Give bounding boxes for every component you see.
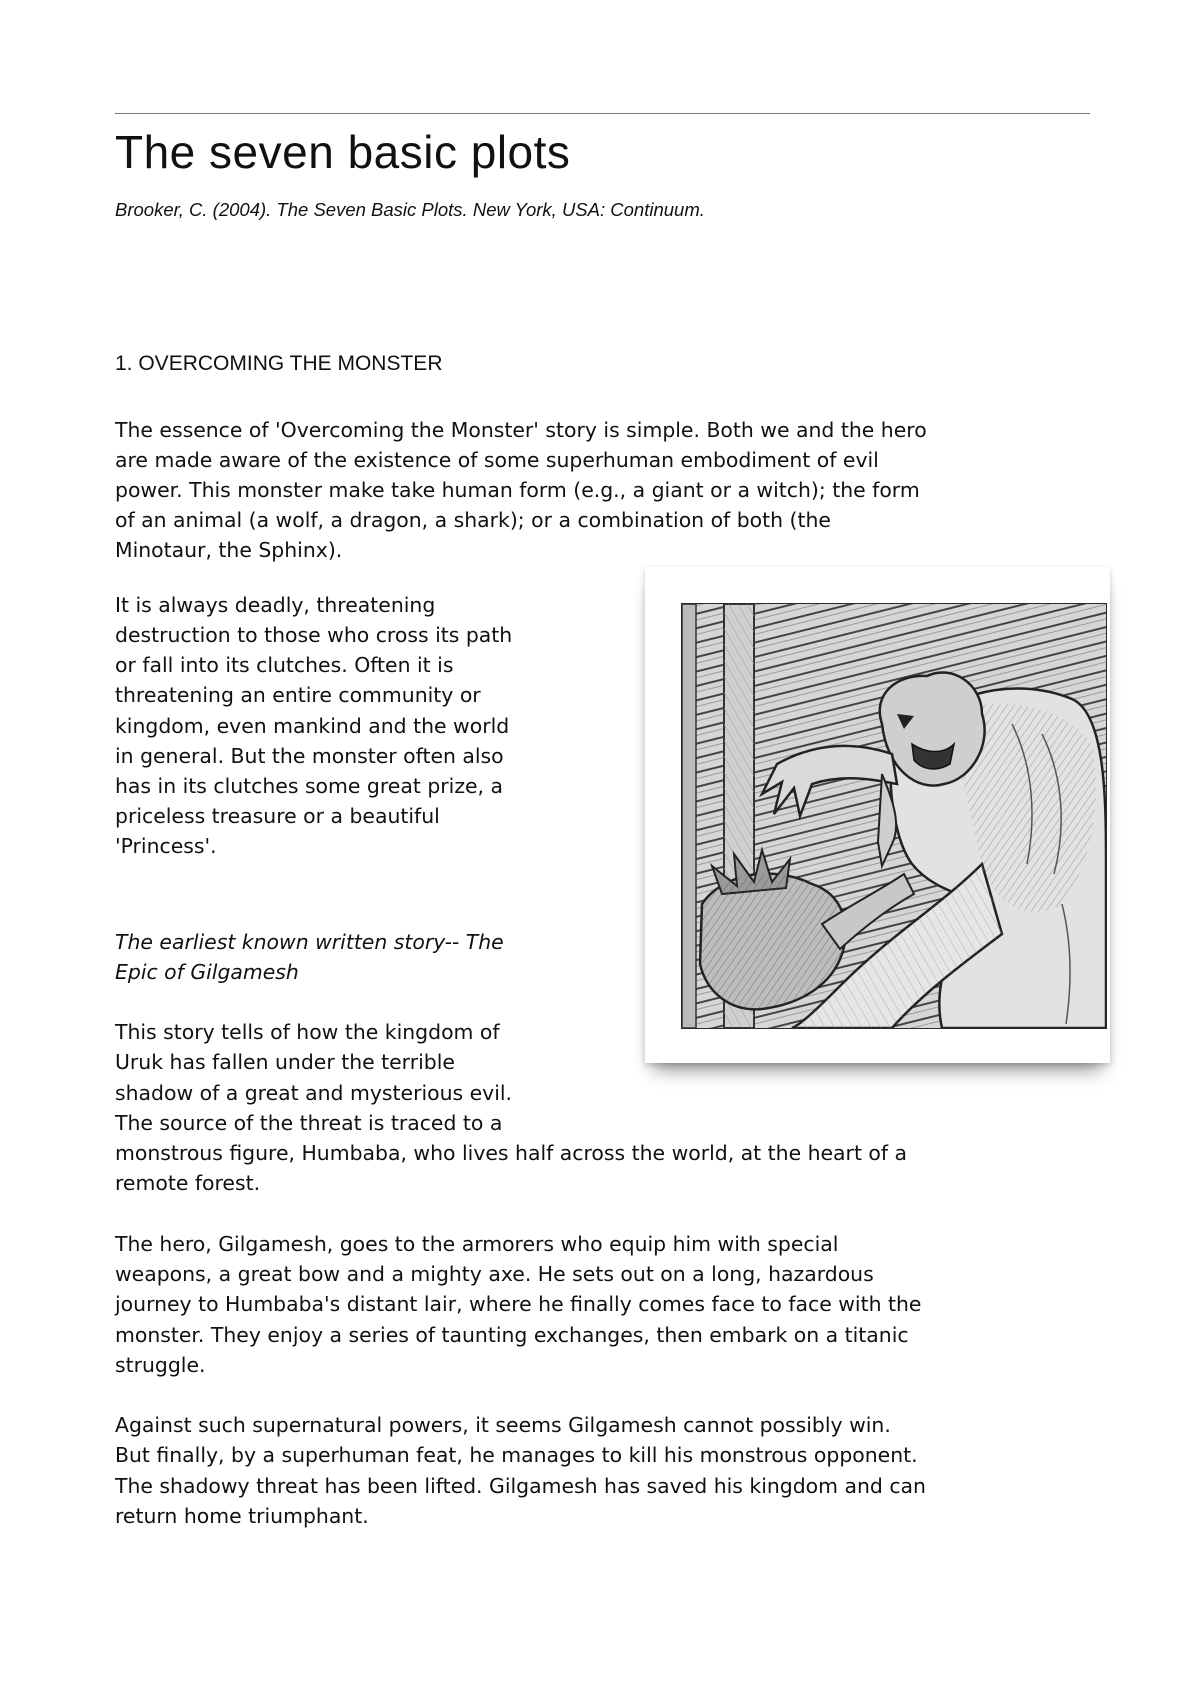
paragraph-line: But finally, by a superhuman feat, he manages to kill his monstrous opponent. <box>115 1443 918 1467</box>
illustration-frame <box>645 567 1110 1063</box>
paragraph-line: struggle. <box>115 1353 206 1377</box>
paragraph-line: destruction to those who cross its path <box>115 623 513 647</box>
subheading-line: The earliest known written story-- The <box>115 930 504 954</box>
paragraph-line: 'Princess'. <box>115 834 217 858</box>
paragraph-line: are made aware of the existence of some superhuman embodiment of evil <box>115 448 879 472</box>
paragraph-line: shadow of a great and mysterious evil. <box>115 1081 513 1105</box>
paragraph-line: It is always deadly, threatening <box>115 593 436 617</box>
paragraph-line: remote forest. <box>115 1171 261 1195</box>
citation: Brooker, C. (2004). The Seven Basic Plots. New York, USA: Continuum. <box>115 199 705 220</box>
paragraph-line: of an animal (a wolf, a dragon, a shark); or a combination of both (the <box>115 508 831 532</box>
monster-sketch-icon <box>682 604 1106 1028</box>
paragraph-line: The source of the threat is traced to a <box>115 1111 503 1135</box>
paragraph-line: in general. But the monster often also <box>115 744 504 768</box>
paragraph-line: Minotaur, the Sphinx). <box>115 538 343 562</box>
paragraph-line: priceless treasure or a beautiful <box>115 804 440 828</box>
subheading-line: Epic of Gilgamesh <box>115 960 299 984</box>
paragraph-line: weapons, a great bow and a mighty axe. He sets out on a long, hazardous <box>115 1262 874 1286</box>
paragraph-line: kingdom, even mankind and the world <box>115 714 510 738</box>
paragraph-line: threatening an entire community or <box>115 683 481 707</box>
paragraph-line: return home triumphant. <box>115 1504 369 1528</box>
paragraph-line: This story tells of how the kingdom of <box>115 1020 500 1044</box>
paragraph-line: Uruk has fallen under the terrible <box>115 1050 455 1074</box>
paragraph-line: has in its clutches some great prize, a <box>115 774 504 798</box>
paragraph-line: The shadowy threat has been lifted. Gilgamesh has saved his kingdom and can <box>115 1474 926 1498</box>
monster-illustration <box>681 603 1107 1029</box>
paragraph-line: Against such supernatural powers, it seems Gilgamesh cannot possibly win. <box>115 1413 891 1437</box>
paragraph-line: The essence of 'Overcoming the Monster' story is simple. Both we and the hero <box>115 418 927 442</box>
paragraph-line: The hero, Gilgamesh, goes to the armorers who equip him with special <box>115 1232 839 1256</box>
top-divider <box>115 113 1090 114</box>
paragraph-line: or fall into its clutches. Often it is <box>115 653 454 677</box>
paragraph-line: journey to Humbaba's distant lair, where he finally comes face to face with the <box>115 1292 922 1316</box>
page-title: The seven basic plots <box>115 126 571 178</box>
paragraph-line: power. This monster make take human form (e.g., a giant or a witch); the form <box>115 478 920 502</box>
section-heading: 1. OVERCOMING THE MONSTER <box>115 352 443 375</box>
paragraph-line: monster. They enjoy a series of taunting exchanges, then embark on a titanic <box>115 1323 909 1347</box>
paragraph-line: monstrous figure, Humbaba, who lives half across the world, at the heart of a <box>115 1141 908 1165</box>
